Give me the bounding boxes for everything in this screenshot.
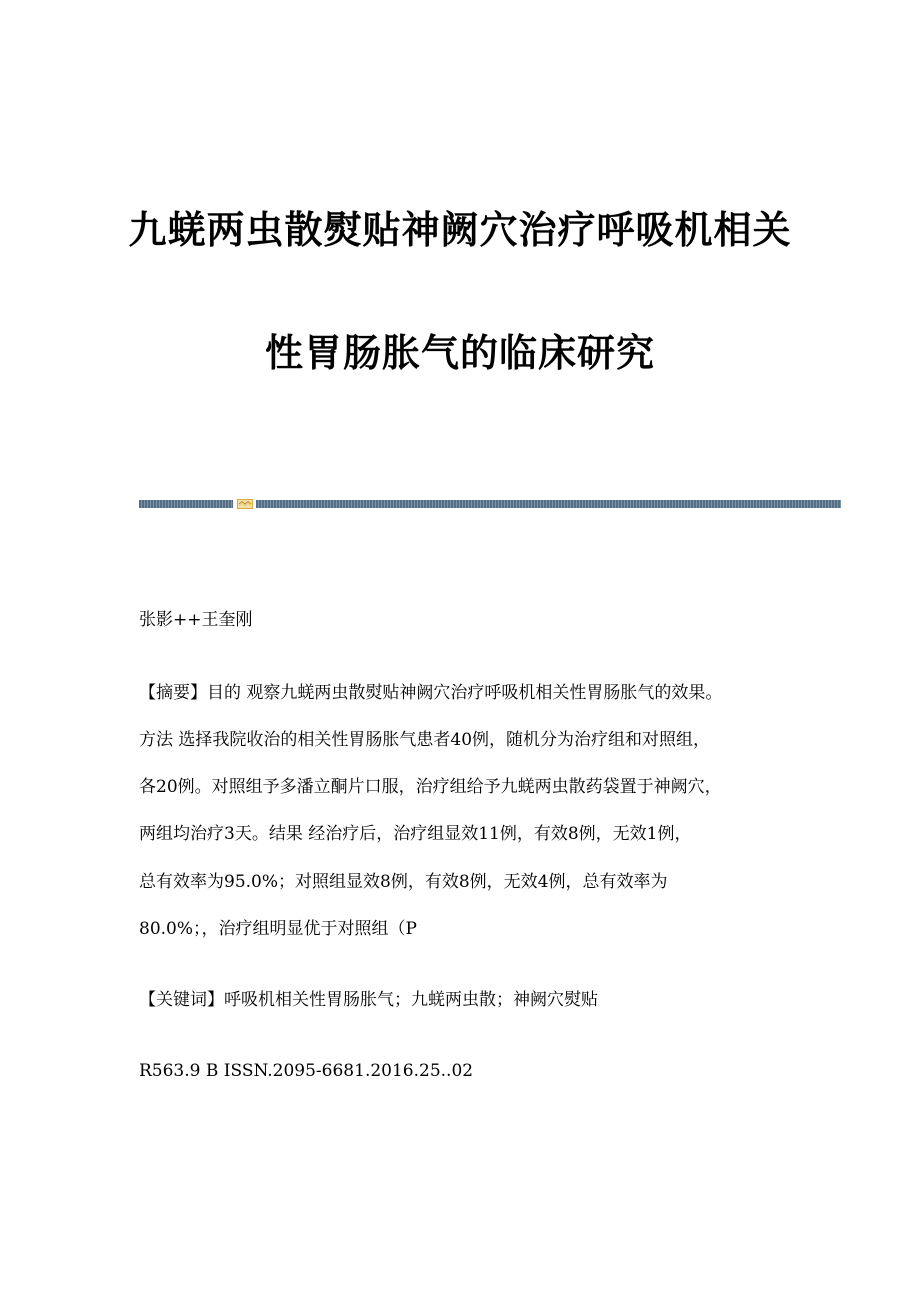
paper-title-line-2: 性胃肠胀气的临床研究: [264, 331, 655, 375]
paper-title-line-1: 九蜣两虫散熨贴神阙穴治疗呼吸机相关: [128, 208, 792, 252]
abstract-line: 总有效率为95.0%；对照组显效8例，有效8例，无效4例，总有效率为: [139, 872, 668, 892]
abstract-line: 两组均治疗3天。结果 经治疗后，治疗组显效11例，有效8例，无效1例，: [139, 824, 692, 844]
abstract-line: 【摘要】目的 观察九蜣两虫散熨贴神阙穴治疗呼吸机相关性胃肠胀气的效果。: [139, 683, 723, 703]
title-divider: [139, 498, 841, 510]
abstract-line: 各20例。对照组予多潘立酮片口服，治疗组给予九蜣两虫散药袋置于神阙穴，: [139, 777, 722, 797]
divider-bar-left: [139, 500, 233, 508]
author-list: 张影++王奎刚: [139, 610, 253, 630]
ornament-icon: [237, 498, 253, 510]
abstract-line: 方法 选择我院收治的相关性胃肠胀气患者40例，随机分为治疗组和对照组，: [139, 730, 711, 750]
divider-bar-right: [256, 500, 841, 508]
keywords: 【关键词】呼吸机相关性胃肠胀气；九蜣两虫散；神阙穴熨贴: [139, 990, 598, 1010]
classification-code: R563.9 B ISSN.2095-6681.2016.25..02: [139, 1061, 474, 1081]
abstract-line: 80.0%；，治疗组明显优于对照组（P: [139, 919, 417, 939]
